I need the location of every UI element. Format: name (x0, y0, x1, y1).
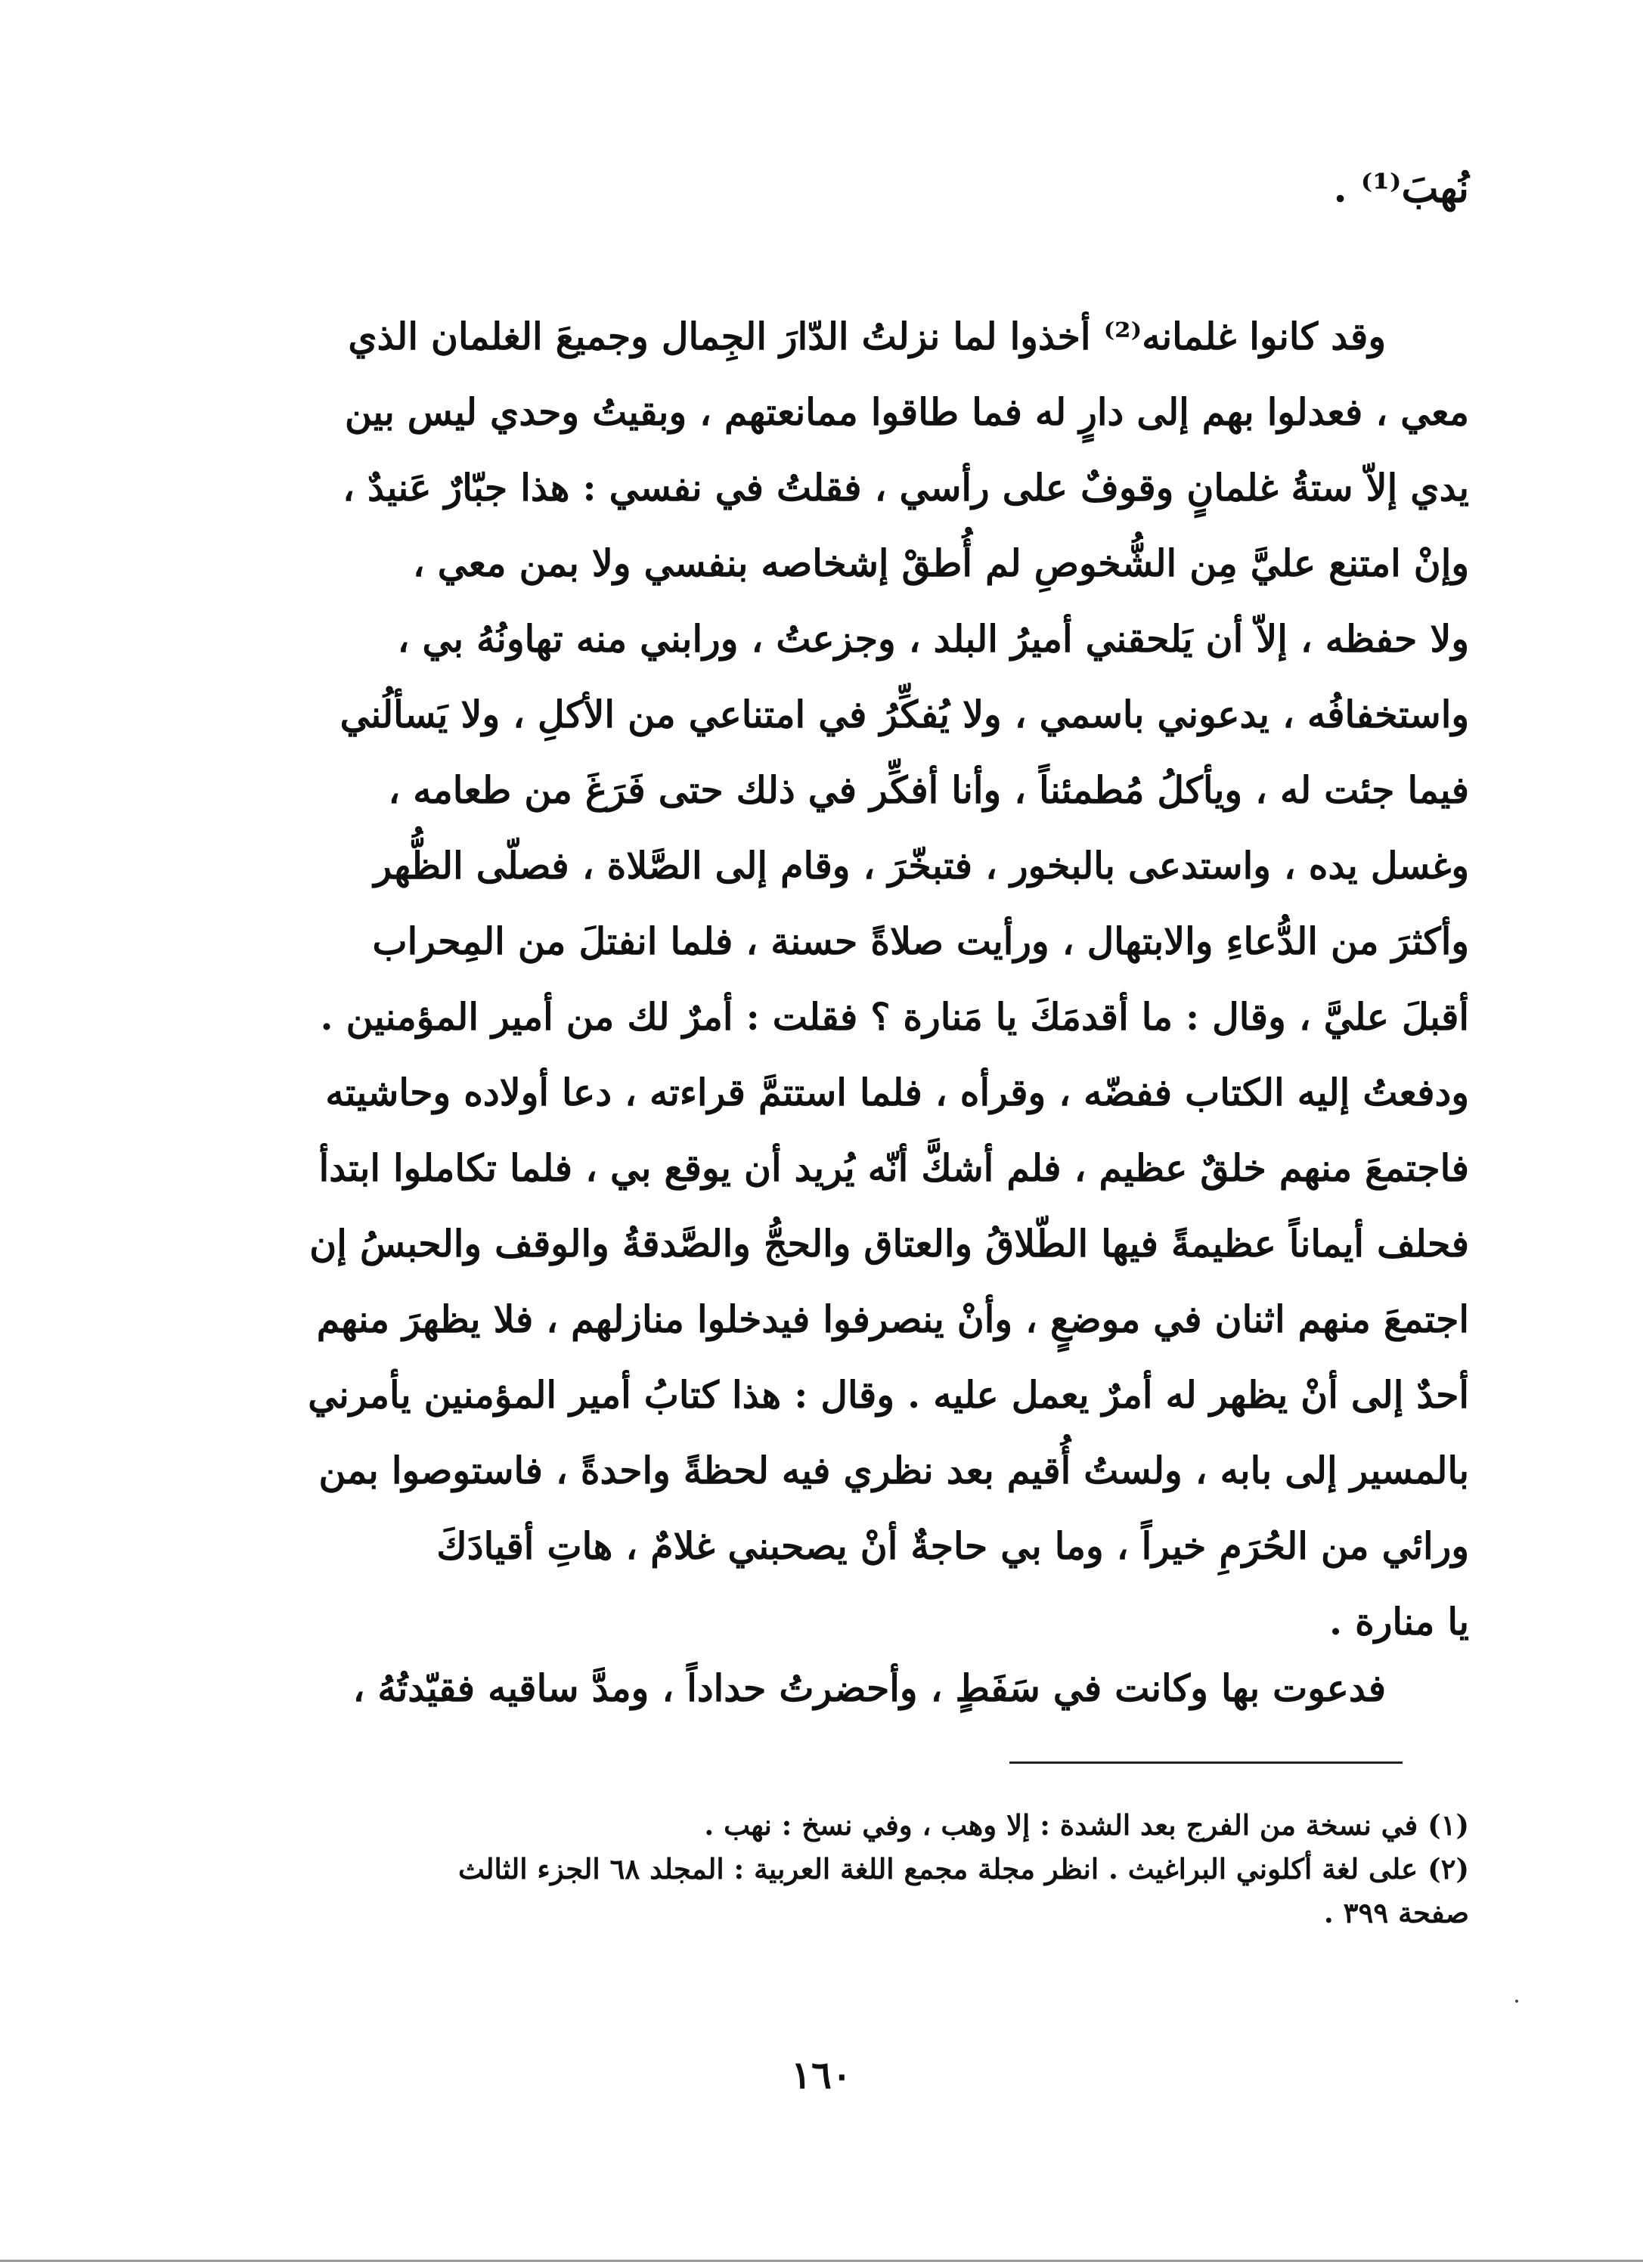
footnotes (169, 1803, 1469, 1935)
continued-line: نُهبَ⁽¹⁾ . (1333, 166, 1469, 212)
text-line: وإنْ امتنع عليَّ مِن الشُّخوصِ لم أُطقْ إشخاصه بنفسي ولا بمن معي ، (412, 541, 1469, 585)
text-line: وقد كانوا غلمانه⁽²⁾ أخذوا لما نزلتُ الدّارَ الجِمال وجميعَ الغلمان الذي (348, 314, 1386, 358)
text-line: فحلف أيماناً عظيمةً فيها الطّلاقُ والعتاق والحجُّ والصَّدقةُ والوقف والحبسُ إن (309, 1222, 1469, 1266)
text-line: اجتمعَ منهم اثنان في موضعٍ ، وأنْ ينصرفوا فيدخلوا منازلهم ، فلا يظهرَ منهم (316, 1297, 1469, 1341)
text-line: ودفعتُ إليه الكتاب ففضّه ، وقرأه ، فلما استتمَّ قراءته ، دعا أولاده وحاشيته (325, 1070, 1469, 1114)
footnote-2-continued: صفحة ٣٩٩ . (1323, 1896, 1469, 1929)
text-line-last: يا منارة . (1328, 1600, 1469, 1644)
text-line: أقبلَ عليَّ ، وقال : ما أقدمَكَ يا مَنارة ؟ فقلت : أمرٌ لك من أمير المؤمنين . (320, 995, 1469, 1039)
text-line: معي ، فعدلوا بهم إلى دارٍ له فما طاقوا ممانعتهم ، وبقيتُ وحدي ليس بين (345, 390, 1469, 434)
text-line: ولا حفظه ، إلاّ أن يَلحقني أميرُ البلد ، وجزعتُ ، ورابني منه تهاونُهُ بي ، (397, 617, 1469, 661)
text-line: وغسل يده ، واستدعى بالبخور ، فتبخّرَ ، وقام إلى الصَّلاة ، فصلّى الظُّهر (374, 844, 1469, 888)
footnote-1: (١) في نسخة من الفرج بعد الشدة : إلا وهب ، وفي نسخ : نهب . (704, 1808, 1469, 1842)
text-line: وأكثرَ من الدُّعاءِ والابتهال ، ورأيت صلاةً حسنة ، فلما انفتلَ من المِحراب (372, 919, 1469, 963)
main-paragraph (169, 299, 1469, 1659)
footnote-divider (1009, 1761, 1403, 1764)
text-line: أحدٌ إلى أنْ يظهر له أمرٌ يعمل عليه . وقال : هذا كتابُ أمير المؤمنين يأمرني (308, 1373, 1469, 1417)
text-line: يدي إلاّ ستةُ غلمانٍ وقوفٌ على رأسي ، فقلتُ في نفسي : هذا جبّارٌ عَنيدٌ ، (343, 466, 1469, 510)
footnote-2: (٢) على لغة أكلوني البراغيث . انظر مجلة مجمع اللغة العربية : المجلد ٦٨ الجزء الثالث (457, 1852, 1469, 1885)
text-line: بالمسير إلى بابه ، ولستُ أُقيم بعد نظري فيه لحظةً واحدةً ، فاستوصوا بمن (318, 1448, 1469, 1492)
page-bottom-edge (0, 2260, 1643, 2262)
second-paragraph: فدعوت بها وكانت في سَفَطٍ ، وأحضرتُ حداداً ، ومدَّ ساقيه فقيّدتُهُ ، (352, 1666, 1386, 1710)
text-line: ورائي من الحُرَمِ خيراً ، وما بي حاجةٌ أنْ يصحبني غلامٌ ، هاتِ أقيادَكَ (436, 1524, 1469, 1568)
page-number: ١٦٠ (791, 2053, 852, 2097)
text-line: واستخفافُه ، يدعوني باسمي ، ولا يُفكِّرُ في امتناعي من الأكلِ ، ولا يَسألُني (339, 692, 1469, 736)
text-line: فاجتمعَ منهم خلقٌ عظيم ، فلم أشكَّ أنّه يُريد أن يوقع بي ، فلما تكاملوا ابتدأ (318, 1146, 1469, 1190)
text-line: فيما جئت له ، ويأكلُ مُطمئناً ، وأنا أفكِّر في ذلك حتى فَرَغَ من طعامه ، (388, 768, 1469, 812)
scan-speck (1515, 2000, 1518, 2003)
